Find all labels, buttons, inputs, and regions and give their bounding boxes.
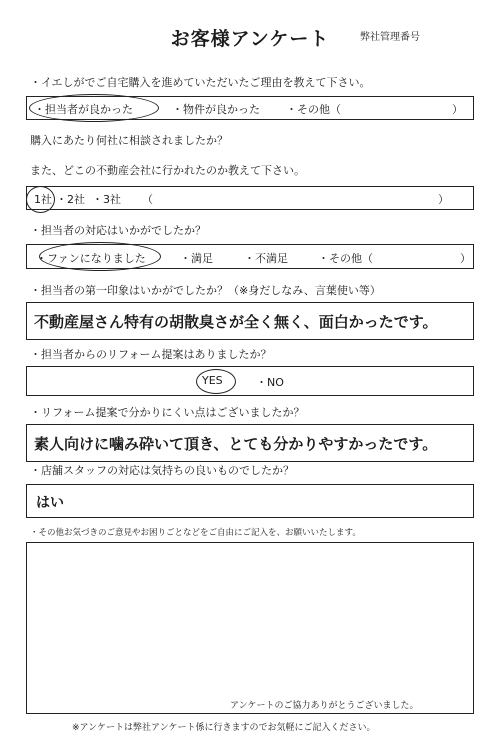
option-other[interactable]: ・その他（ [286, 103, 341, 116]
option-other-close: ） [460, 252, 471, 265]
answer-box-staff-response [26, 484, 474, 518]
option-good-agent[interactable]: ・担当者が良かった [34, 103, 133, 116]
question-reason: ・イエしがでご自宅購入を進めていただいたご理由を教えて下さい。 [30, 76, 371, 89]
option-other[interactable]: ・その他（ [318, 252, 373, 265]
question-reform-proposal: ・担当者からのリフォーム提案はありましたか？ [30, 348, 272, 361]
question-agent-response: ・担当者の対応はいかがでしたか？ [30, 224, 206, 237]
answer-box-reform-proposal [26, 366, 474, 396]
handwritten-answer-first-impression: 不動産屋さん特有の胡散臭さが全く無く、面白かったです。 [34, 313, 438, 331]
question-companies-count: 購入にあたり何社に相談されましたか？ [30, 134, 228, 147]
option-satisfied[interactable]: ・満足 [180, 252, 213, 265]
option-two-companies[interactable]: ・2社 [56, 193, 85, 206]
question-staff-response: ・店舗スタッフの対応は気持ちの良いものでしたか？ [30, 464, 294, 477]
comments-box[interactable] [26, 542, 474, 714]
handwritten-answer-staff-response: はい [36, 495, 64, 511]
thanks-message: アンケートのご協力ありがとうございました。 [230, 701, 419, 711]
option-other-close: ） [452, 103, 463, 116]
question-first-impression: ・担当者の第一印象はいかがでしたか？（※身だしなみ、言葉使い等） [30, 284, 381, 297]
option-became-fan[interactable]: ・ファンになりました [36, 252, 146, 265]
handwritten-answer-reform-unclear: 素人向けに噛み砕いて頂き、とても分かりやすかったです。 [34, 435, 438, 453]
form-title: お客様アンケート [170, 28, 330, 50]
selection-circle [26, 186, 55, 213]
option-good-property[interactable]: ・物件が良かった [172, 103, 260, 116]
selection-circle [29, 94, 159, 122]
option-no[interactable]: ・NO [256, 376, 284, 389]
question-reform-unclear: ・リフォーム提案で分かりにくい点はございましたか？ [30, 406, 305, 419]
selection-circle [196, 369, 236, 394]
question-companies-which: また、どこの不動産会社に行かれたのか教えて下さい。 [30, 164, 305, 177]
selection-circle [39, 242, 161, 271]
companies-close-paren: ） [438, 193, 449, 206]
companies-open-paren: （ [142, 193, 153, 206]
option-three-companies[interactable]: ・3社 [92, 193, 121, 206]
option-one-company[interactable]: 1社 [34, 193, 52, 206]
footer-note: ※アンケートは弊社アンケート係に行きますのでお気軽にご記入ください。 [72, 723, 376, 733]
option-unsatisfied[interactable]: ・不満足 [244, 252, 288, 265]
comments-prompt: ・その他お気づきのご意見やお困りごとなどをご自由にご記入を、お願いいたします。 [30, 528, 361, 538]
management-number-label: 弊社管理番号 [360, 32, 420, 43]
option-yes[interactable]: YES [202, 374, 223, 387]
